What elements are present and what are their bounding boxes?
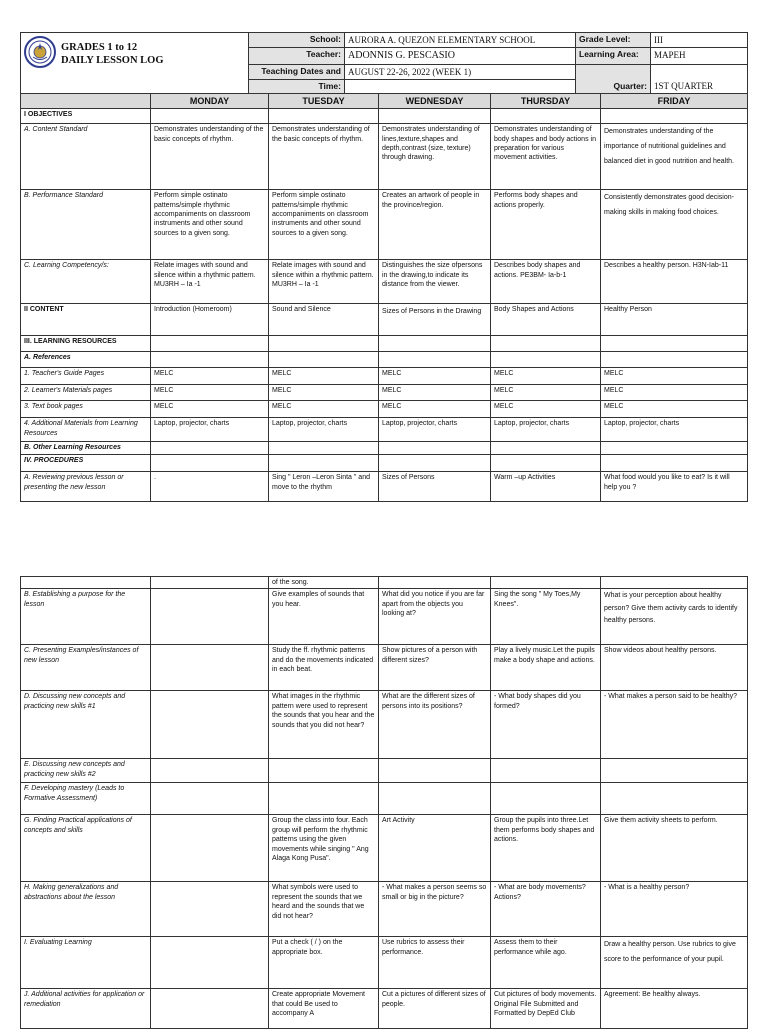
cell: MELC (379, 385, 491, 401)
table-row (21, 109, 748, 124)
cell: MELC (269, 368, 379, 385)
row-label: 4. Additional Materials from Learning Resources (21, 418, 151, 442)
table-row (21, 577, 748, 589)
section-resources: III. LEARNING RESOURCES (21, 336, 151, 352)
row-label: I. Evaluating Learning (21, 937, 151, 989)
section-content: II CONTENT (21, 304, 151, 336)
cell (151, 589, 269, 645)
cell: MELC (151, 385, 269, 401)
cell: Laptop, projector, charts (269, 418, 379, 442)
table-row (21, 385, 748, 401)
cell (151, 783, 269, 815)
cell: Draw a healthy person. Use rubrics to give score to the performance of your pupil. (601, 937, 748, 989)
table-row (21, 882, 748, 937)
cell: Demonstrates understanding of lines,texture,shapes and depth,contrast (size, texture) through drawing. (379, 124, 491, 190)
table-row (21, 645, 748, 691)
cell: Demonstrates understanding of body shapes and body actions in preparation for various movement activities. (491, 124, 601, 190)
table-row (21, 304, 748, 336)
row-label: B. Performance Standard (21, 190, 151, 260)
cell (379, 783, 491, 815)
cell: MELC (379, 368, 491, 385)
title-line-1: GRADES 1 to 12 (61, 42, 138, 53)
day-header-row (21, 94, 748, 109)
cell: MELC (491, 385, 601, 401)
area-label: Learning Area: (576, 48, 651, 65)
cell: Describes body shapes and actions. PE3BM- Ia-b-1 (491, 260, 601, 304)
cell (151, 882, 269, 937)
cell: What images in the rhythmic pattern were used to represent the sounds that you hear and the sounds that you did not hear? (269, 691, 379, 759)
cell (269, 783, 379, 815)
row-label: G. Finding Practical applications of concepts and skills (21, 815, 151, 882)
cell: Relate images with sound and silence within a rhythmic pattern. MU3RH – Ia -1 (151, 260, 269, 304)
cell (601, 759, 748, 783)
table-row (21, 455, 748, 472)
cell: MELC (491, 401, 601, 418)
day-wednesday: WEDNESDAY (379, 94, 491, 109)
quarter-value: 1ST QUARTER (651, 64, 748, 94)
cell (601, 577, 748, 589)
cell: MELC (379, 401, 491, 418)
cell: What food would you like to eat? Is it will help you ? (601, 472, 748, 502)
row-label: 3. Text book pages (21, 401, 151, 418)
row-label (21, 577, 151, 589)
cell (151, 815, 269, 882)
cell: Use rubrics to assess their performance. (379, 937, 491, 989)
school-label: School: (249, 33, 345, 48)
dates-label-line2: Time: (249, 79, 345, 93)
table-row (21, 589, 748, 645)
row-label: 1. Teacher's Guide Pages (21, 368, 151, 385)
cell: MELC (601, 368, 748, 385)
cell: Consistently demonstrates good decision-making skills in making food choices. (601, 190, 748, 260)
cell: Laptop, projector, charts (491, 418, 601, 442)
cell (601, 783, 748, 815)
row-label: H. Making generalizations and abstractions about the lesson (21, 882, 151, 937)
cell: Laptop, projector, charts (379, 418, 491, 442)
grade-label: Grade Level: (576, 33, 651, 48)
cell: Sizes of Persons (379, 472, 491, 502)
lesson-table-page-2 (20, 576, 748, 1029)
section-references: A. References (21, 352, 151, 368)
cell (151, 691, 269, 759)
cell: Put a check ( / ) on the appropriate box. (269, 937, 379, 989)
cell: Study the ff. rhythmic patterns and do the movements indicated in each beat. (269, 645, 379, 691)
cell: Sing the song " My Toes,My Knees". (491, 589, 601, 645)
cell: Sing " Leron –Leron Sinta " and move to the rhythm (269, 472, 379, 502)
table-row (21, 691, 748, 759)
cell: Create appropriate Movement that could Be used to accompany A (269, 989, 379, 1029)
cell: Introduction (Homeroom) (151, 304, 269, 336)
day-friday: FRIDAY (601, 94, 748, 109)
cell: Give them activity sheets to perform. (601, 815, 748, 882)
cell: Group the class into four. Each group will perform the rhythmic patterns using the given movements while singing " Ang Alaga Kong Pusa". (269, 815, 379, 882)
document-title (61, 41, 164, 67)
cell: Show pictures of a person with different sizes? (379, 645, 491, 691)
cell: Cut pictures of body movements. Original File Submitted and Formatted by DepEd Club (491, 989, 601, 1029)
cell: Agreement: Be healthy always. (601, 989, 748, 1029)
cell: Demonstrates understanding of the basic concepts of rhythm. (269, 124, 379, 190)
cell: - What makes a person seems so small or big in the picture? (379, 882, 491, 937)
cell: . (151, 472, 269, 502)
corner-cell (21, 94, 151, 109)
cell: Give examples of sounds that you hear. (269, 589, 379, 645)
area-value: MAPEH (651, 48, 748, 65)
cell: Demonstrates understanding of the basic concepts of rhythm. (151, 124, 269, 190)
table-row (21, 190, 748, 260)
cell: Relate images with sound and silence within a rhythmic pattern. MU3RH – Ia -1 (269, 260, 379, 304)
cell (379, 759, 491, 783)
cell: Cut a pictures of different sizes of people. (379, 989, 491, 1029)
cell: MELC (491, 368, 601, 385)
teacher-label: Teacher: (249, 48, 345, 65)
school-value: AURORA A. QUEZON ELEMENTARY SCHOOL (345, 33, 576, 48)
row-label: A. Content Standard (21, 124, 151, 190)
table-row (21, 336, 748, 352)
dates-label-line1: Teaching Dates and (249, 64, 345, 79)
cell: Sound and Silence (269, 304, 379, 336)
cell: Healthy Person (601, 304, 748, 336)
table-row (21, 783, 748, 815)
table-row (21, 989, 748, 1029)
cell: Warm –up Activities (491, 472, 601, 502)
table-row (21, 352, 748, 368)
cell: Perform simple ostinato patterns/simple rhythmic accompaniments on classroom instruments and other sound sources to a given song. (269, 190, 379, 260)
cell: Play a lively music.Let the pupils make a body shape and actions. (491, 645, 601, 691)
cell: What did you notice if you are far apart from the objects you looking at? (379, 589, 491, 645)
cell: What is your perception about healthy person? Give them activity cards to identify healthy persons. (601, 589, 748, 645)
cell: What are the different sizes of persons into its positions? (379, 691, 491, 759)
table-row (21, 401, 748, 418)
cell (491, 783, 601, 815)
cell: Perform simple ostinato patterns/simple rhythmic accompaniments on classroom instruments and other sound sources to a given song. (151, 190, 269, 260)
day-tuesday: TUESDAY (269, 94, 379, 109)
cell: - What is a healthy person? (601, 882, 748, 937)
row-label: B. Establishing a purpose for the lesson (21, 589, 151, 645)
teacher-value: ADONNIS G. PESCASIO (345, 48, 576, 65)
table-row (21, 368, 748, 385)
row-label: J. Additional activities for application or remediation (21, 989, 151, 1029)
cell (269, 759, 379, 783)
cell: MELC (601, 401, 748, 418)
table-row (21, 442, 748, 455)
cell: - What makes a person said to be healthy? (601, 691, 748, 759)
row-label: E. Discussing new concepts and practicing new skills #2 (21, 759, 151, 783)
cell: Describes a healthy person. H3N-Iab-11 (601, 260, 748, 304)
cell (379, 577, 491, 589)
cell: Group the pupils into three.Let them performs body shapes and actions. (491, 815, 601, 882)
table-row (21, 260, 748, 304)
cell: Creates an artwork of people in the province/region. (379, 190, 491, 260)
cell: Performs body shapes and actions properly. (491, 190, 601, 260)
cell: Demonstrates understanding of the importance of nutritional guidelines and balanced diet in good nutrition and health. (601, 124, 748, 190)
cell: Distinguishes the size ofpersons in the drawing,to indicate its distance from the viewer. (379, 260, 491, 304)
cell: Laptop, projector, charts (151, 418, 269, 442)
cell: - What body shapes did you formed? (491, 691, 601, 759)
row-label: D. Discussing new concepts and practicing new skills #1 (21, 691, 151, 759)
table-row (21, 418, 748, 442)
cell: Show videos about healthy persons. (601, 645, 748, 691)
cell (151, 989, 269, 1029)
cell: Sizes of Persons in the Drawing (379, 304, 491, 336)
cell: MELC (269, 401, 379, 418)
table-row (21, 759, 748, 783)
cell (151, 759, 269, 783)
quarter-label: Quarter: (576, 64, 651, 94)
row-label: C. Learning Competency/s: (21, 260, 151, 304)
row-label: C. Presenting Examples/instances of new lesson (21, 645, 151, 691)
table-row (21, 472, 748, 502)
logo-title-cell (21, 33, 249, 94)
title-line-2: DAILY LESSON LOG (61, 55, 164, 66)
cell (151, 645, 269, 691)
day-monday: MONDAY (151, 94, 269, 109)
dates-value: AUGUST 22-26, 2022 (WEEK 1) (345, 64, 576, 79)
section-other-resources: B. Other Learning Resources (21, 442, 151, 455)
row-label: 2. Learner's Materials pages (21, 385, 151, 401)
section-objectives: I OBJECTIVES (21, 109, 151, 124)
grade-value: III (651, 33, 748, 48)
cell: MELC (151, 401, 269, 418)
row-label: F. Developing mastery (Leads to Formative Assessment) (21, 783, 151, 815)
cell: - What are body movements?Actions? (491, 882, 601, 937)
cell (151, 937, 269, 989)
table-row (21, 937, 748, 989)
cell: MELC (601, 385, 748, 401)
dates-empty (345, 79, 576, 93)
cell: Body Shapes and Actions (491, 304, 601, 336)
row-label: A. Reviewing previous lesson or presenting the new lesson (21, 472, 151, 502)
section-procedures: IV. PROCEDURES (21, 455, 151, 472)
cell: Laptop, projector, charts (601, 418, 748, 442)
table-row (21, 124, 748, 190)
cell: of the song. (269, 577, 379, 589)
header-table (20, 32, 748, 94)
cell: MELC (269, 385, 379, 401)
day-thursday: THURSDAY (491, 94, 601, 109)
cell: Art Activity (379, 815, 491, 882)
deped-seal-icon (24, 35, 56, 69)
cell: What symbols were used to represent the sounds that we heard and the sounds that we did not hear? (269, 882, 379, 937)
cell (151, 577, 269, 589)
cell (491, 759, 601, 783)
table-row (21, 815, 748, 882)
cell: MELC (151, 368, 269, 385)
cell: Assess them to their performance while ago. (491, 937, 601, 989)
lesson-table-page-1 (20, 93, 748, 502)
cell (491, 577, 601, 589)
